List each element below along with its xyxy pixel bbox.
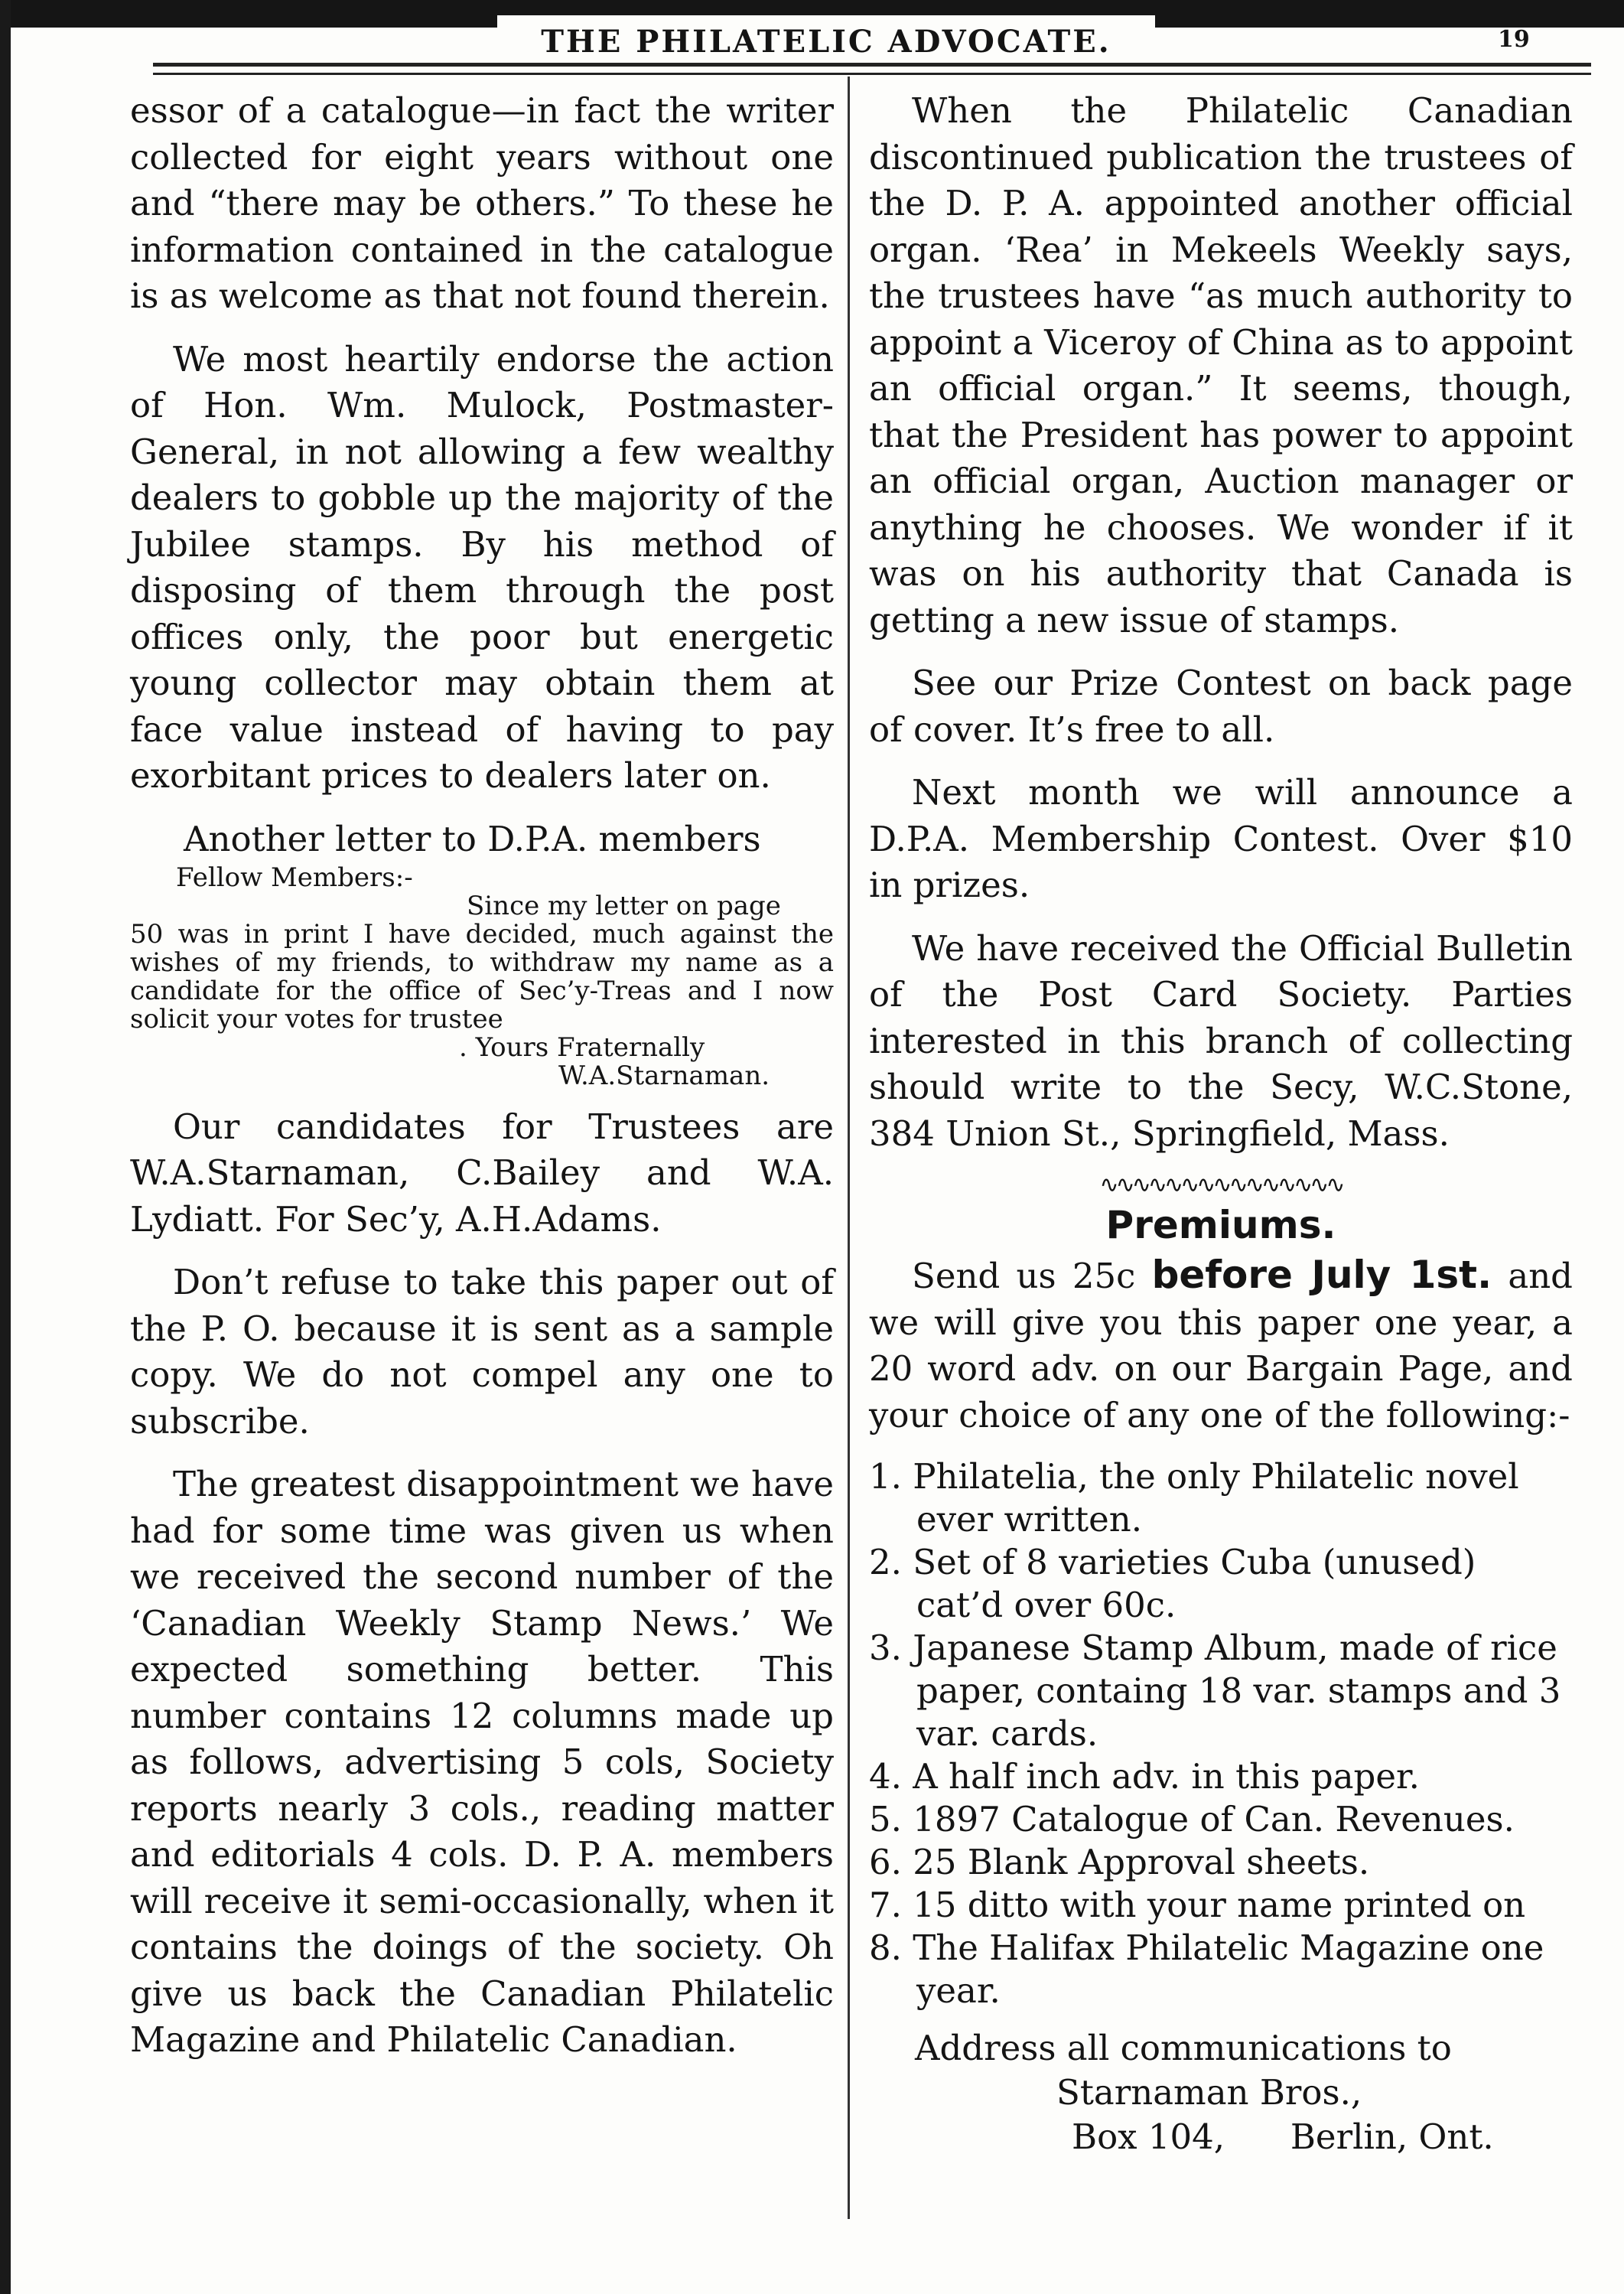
sample-copy-paragraph: Don’t refuse to take this paper out of the P. O. because it is sent as a sample copy. We do not compel any one to subscribe. bbox=[130, 1262, 834, 1442]
address-name: Starnaman Bros., bbox=[1056, 2072, 1362, 2113]
premium-item-6: 6. 25 Blank Approval sheets. bbox=[869, 1842, 1370, 1882]
left-border bbox=[0, 0, 11, 2294]
mulock-paragraph: We most heartily endorse the action of Hon. Wm. Mulock, Postmaster-General, in not allowing a few wealthy dealers to gobble up the majority of the Jubilee stamps. By his method of disposing of them through the post offices only, the poor but energetic young collector may obtain them at face value instead of having to pay exorbitant prices to dealers later on. bbox=[130, 338, 834, 796]
premiums-intro-start: Send us 25c bbox=[912, 1256, 1136, 1296]
premium-item-7: 7. 15 ditto with your name printed on bbox=[869, 1885, 1526, 1925]
page-header bbox=[497, 15, 1155, 57]
letter-salutation: Fellow Members:- bbox=[176, 862, 413, 893]
candidates-paragraph: Our candidates for Trustees are W.A.Starnaman, C.Bailey and W.A. Lydiatt. For Sec’y, A.H.Adams. bbox=[130, 1106, 834, 1240]
premium-item-3: 3. Japanese Stamp Album, made of rice paper, containg 18 var. stamps and 3 var. cards. bbox=[869, 1628, 1561, 1754]
column-divider bbox=[848, 77, 850, 2219]
premium-item-2: 2. Set of 8 varieties Cuba (unused) cat’d over 60c. bbox=[869, 1542, 1476, 1625]
right-column bbox=[869, 88, 1573, 2159]
official-organ-paragraph: When the Philatelic Canadian discontinued publication the trustees of the D. P. A. appointed another official organ. ‘Rea’ in Mekeels Weekly says, the trustees have “as much authority to appoint a Viceroy of China as to appoint an official organ.” It seems, though, that the President has power to appoint an official organ, Auction manager or anything he chooses. We wonder if it was on his authority that Canada is getting a new issue of stamps. bbox=[869, 90, 1573, 640]
membership-contest-paragraph: Next month we will announce a D.P.A. Membership Contest. Over $10 in prizes. bbox=[869, 772, 1573, 905]
header-rule-bottom bbox=[153, 73, 1591, 75]
disappointment-paragraph: The greatest disappointment we have had for some time was given us when we received the second number of the ‘Canadian Weekly Stamp News.’ We expected something better. This number contains 12 columns made up as follows, advertising 5 cols, Society reports nearly 3 cols., reading matter and editorials 4 cols. D. P. A. members will receive it semi-occasionally, when it contains the doings of the society. Oh give us back the Canadian Philatelic Magazine and Philatelic Canadian. bbox=[130, 1464, 834, 2060]
header-rule-top bbox=[153, 63, 1591, 67]
letter-closing: . Yours Fraternally bbox=[459, 1031, 705, 1063]
premiums-intro-rest: and we will give you this paper one year, a 20 word adv. on our Bargain Page, and your choice of any one of the following:- bbox=[869, 1256, 1573, 1435]
prize-contest-paragraph: See our Prize Contest on back page of cover. It’s free to all. bbox=[869, 663, 1573, 750]
wavy-divider: ∿∿∿∿∿∿∿∿∿∿∿∿∿∿∿ bbox=[1099, 1171, 1342, 1198]
page-number: 19 bbox=[1498, 26, 1530, 53]
premiums-heading: Premiums. bbox=[1105, 1203, 1336, 1247]
premium-item-4: 4. A half inch adv. in this paper. bbox=[869, 1756, 1420, 1797]
letter-first-line: Since my letter on page bbox=[467, 890, 781, 921]
letter-signature: W.A.Starnaman. bbox=[558, 1060, 770, 1091]
letter-body: 50 was in print I have decided, much against the wishes of my friends, to withdraw my name as a candidate for the office of Sec’y-Treas and I now solicit your votes for trustee bbox=[130, 918, 834, 1035]
post-card-society-paragraph: We have received the Official Bulletin of the Post Card Society. Parties interested in this branch of collecting should write to the Secy, W.C.Stone, 384 Union St., Springfield, Mass. bbox=[869, 927, 1573, 1154]
left-column bbox=[130, 88, 834, 2081]
premium-item-1: 1. Philatelia, the only Philatelic novel ever written. bbox=[869, 1456, 1519, 1540]
premiums-intro bbox=[869, 1252, 1573, 1439]
catalogue-paragraph: essor of a catalogue—in fact the writer collected for eight years without one and “there may be others.” To these he information contained in the catalogue is as welcome as that not found therein. bbox=[130, 90, 834, 316]
letter-heading: Another letter to D.P.A. members bbox=[184, 818, 761, 859]
address-intro: Address all communications to bbox=[915, 2028, 1452, 2068]
premium-item-5: 5. 1897 Catalogue of Can. Revenues. bbox=[869, 1799, 1515, 1839]
premiums-list bbox=[869, 1455, 1573, 2012]
address-box: Box 104, Berlin, Ont. bbox=[1072, 2116, 1494, 2157]
header-title: THE PHILATELIC ADVOCATE. bbox=[541, 24, 1111, 57]
premium-item-8: 8. The Halifax Philatelic Magazine one year. bbox=[869, 1927, 1544, 2011]
premiums-deadline: before July 1st. bbox=[1151, 1253, 1492, 1297]
